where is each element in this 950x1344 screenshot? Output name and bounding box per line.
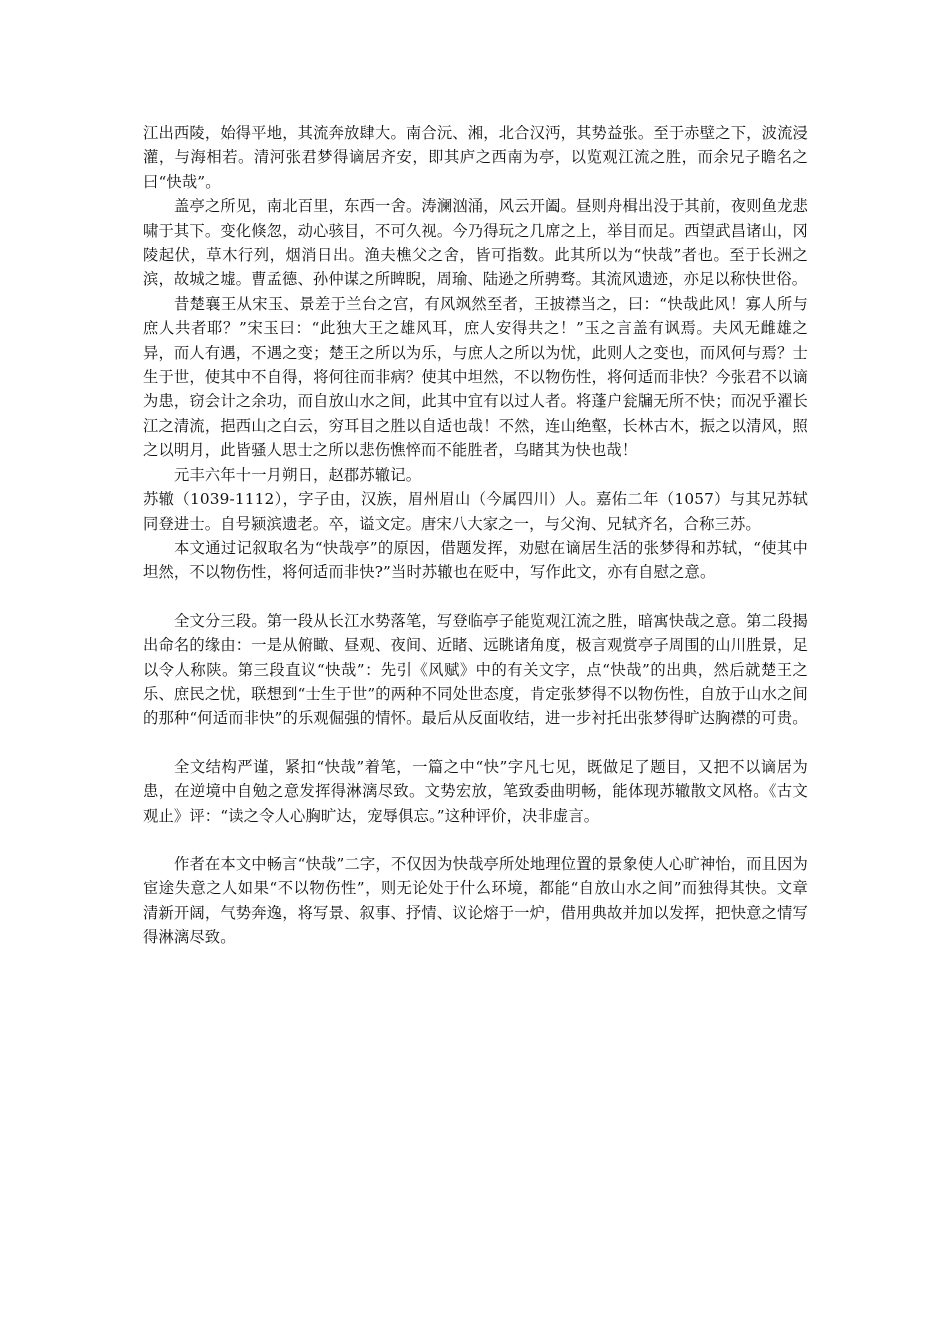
commentary-conclusion: 作者在本文中畅言“快哉”二字，不仅因为快哉亭所处地理位置的景象使人心旷神怡，而且因为宦途失意之人如果“不以物伤性”，则无论处于什么环境，都能“自放山水之间”而独得其快。文章清新开阔，气势奔逸，将写景、叙事、抒情、议论熔于一炉，借用典故并加以发挥，把快意之情写得淋漓尽致。 (143, 854, 808, 947)
author-bio: 苏辙（1039-1112），字子由，汉族，眉州眉山（今属四川）人。嘉佑二年（1057）与其兄苏轼同登进士。自号颍滨遗老。卒，谥文定。唐宋八大家之一，与父洵、兄轼齐名，合称三苏。 (143, 490, 808, 533)
essay-signature: 元丰六年十一月朔日，赵郡苏辙记。 (174, 465, 422, 484)
paragraph-gap (143, 828, 808, 852)
essay-paragraph-1: 江出西陵，始得平地，其流奔放肆大。南合沅、湘，北合汉沔，其势益张。至于赤壁之下，波流浸灌，与海相若。清河张君梦得谪居齐安，即其庐之西南为亭，以览观江流之胜，而余兄子瞻名之曰“快哉”。 (143, 124, 808, 191)
essay-paragraph-2: 盖亭之所见，南北百里，东西一舍。涛澜汹涌，风云开阖。昼则舟楫出没于其前，夜则鱼龙悲啸于其下。变化倏忽，动心骇目，不可久视。今乃得玩之几席之上，举目而足。西望武昌诸山，冈陵起伏，草木行列，烟消日出。渔夫樵父之舍，皆可指数。此其所以为“快哉”者也。至于长洲之滨，故城之墟。曹孟德、孙仲谋之所睥睨，周瑜、陆逊之所骋骛。其流风遗迹，亦足以称快世俗。 (143, 197, 808, 289)
commentary-intro: 本文通过记叙取名为“快哉亭”的原因，借题发挥，劝慰在谪居生活的张梦得和苏轼，“使其中坦然，不以物伤性，将何适而非快?”当时苏辙也在贬中，写作此文，亦有自慰之意。 (143, 538, 808, 582)
commentary-style: 全文结构严谨，紧扣“快哉”着笔，一篇之中“快”字凡七见，既做足了题目，又把不以谪居为患，在逆境中自勉之意发挥得淋漓尽致。文势宏放，笔致委曲明畅，能体现苏辙散文风格。《古文观止》评：“读之令人心胸旷达，宠辱俱忘。”这种评价，决非虚言。 (143, 757, 808, 825)
document-body (143, 121, 808, 950)
essay-paragraph-3: 昔楚襄王从宋玉、景差于兰台之宫，有风飒然至者，王披襟当之，曰：“快哉此风！寡人所与庶人共者耶？”宋玉曰：“此独大王之雄风耳，庶人安得共之！”玉之言盖有讽焉。夫风无雌雄之异，而人有遇，不遇之变；楚王之所以为乐，与庶人之所以为忧，此则人之变也，而风何与焉？士生于世，使其中不自得，将何往而非病？使其中坦然，不以物伤性，将何适而非快？今张君不以谪为患，窃会计之余功，而自放山水之间，此其中宜有以过人者。将蓬户瓮牖无所不快；而况乎濯长江之清流，挹西山之白云，穷耳目之胜以自适也哉！不然，连山绝壑，长林古木，振之以清风，照之以明月，此皆骚人思士之所以悲伤憔悴而不能胜者，乌睹其为快也哉！ (143, 294, 808, 460)
paragraph-gap (143, 585, 808, 609)
commentary-structure: 全文分三段。第一段从长江水势落笔，写登临亭子能览观江流之胜，暗寓快哉之意。第二段揭出命名的缘由：一是从俯瞰、昼观、夜间、近睹、远眺诸角度，极言观赏亭子周围的山川胜景，足以令人称陕。第三段直议“快哉”：先引《风赋》中的有关文字，点“快哉”的出典，然后就楚王之乐、庶民之忧，联想到“士生于世”的两种不同处世态度，肯定张梦得不以物伤性，自放于山水之间的那种“何适而非快”的乐观倔强的情怀。最后从反面收结，进一步衬托出张梦得旷达胸襟的可贵。 (143, 611, 808, 728)
paragraph-gap (143, 731, 808, 755)
